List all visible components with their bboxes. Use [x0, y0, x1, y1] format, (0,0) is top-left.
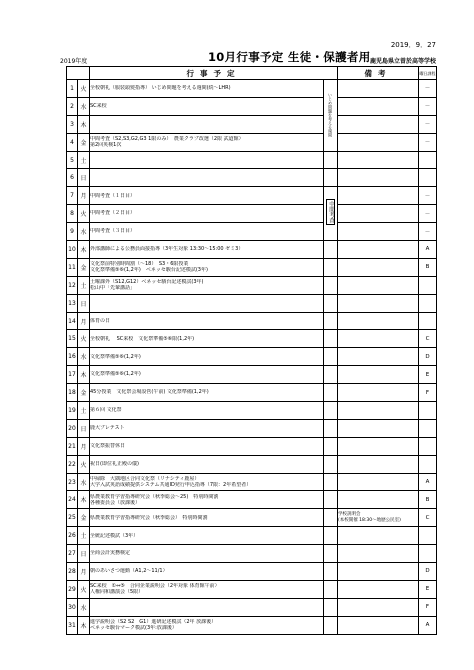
table-row — [67, 97, 437, 115]
side-cell — [324, 294, 338, 312]
weekday-cell: 水 — [78, 97, 90, 115]
event-cell — [90, 348, 324, 366]
side-cell — [324, 509, 338, 527]
note-line: 学校説明会 — [338, 512, 361, 518]
event-cell — [90, 258, 324, 276]
notes-cell — [338, 473, 419, 491]
event-line: 土曜課外（S12,G12）ベネッセ駿台記述模試(3年) — [90, 278, 204, 285]
side-cell — [324, 241, 338, 259]
table-row — [67, 169, 437, 187]
course-code-cell: － — [419, 205, 437, 223]
event-cell — [90, 241, 324, 259]
day-cell: 20 — [67, 419, 78, 437]
table-row — [67, 80, 437, 98]
side-cell — [324, 455, 338, 473]
ijime-week-label: いじめ問題を考える週間 — [328, 93, 333, 138]
notes-cell — [338, 115, 419, 133]
event-cell — [90, 276, 324, 294]
course-code-cell — [419, 294, 437, 312]
side-cell — [324, 580, 338, 598]
notes-cell — [338, 527, 419, 545]
course-code-cell: D — [419, 563, 437, 581]
notes-cell — [338, 276, 419, 294]
weekday-cell: 金 — [78, 133, 90, 151]
side-cell — [324, 330, 338, 348]
course-code-cell: － — [419, 223, 437, 241]
table-row — [67, 330, 437, 348]
table-row — [67, 563, 437, 581]
side-cell — [324, 348, 338, 366]
day-cell: 2 — [67, 97, 78, 115]
notes-cell — [338, 366, 419, 384]
weekday-cell: 土 — [78, 276, 90, 294]
table-row — [67, 616, 437, 634]
weekday-cell: 月 — [78, 312, 90, 330]
day-cell: 17 — [67, 366, 78, 384]
weekday-cell: 木 — [78, 115, 90, 133]
day-cell: 23 — [67, 473, 78, 491]
notes-cell — [338, 545, 419, 563]
side-cell — [324, 616, 338, 634]
notes-cell — [338, 187, 419, 205]
event-line: 文化祭準備⑤⑥(1,2年) — [90, 371, 141, 378]
notes-cell — [338, 205, 419, 223]
event-cell — [90, 580, 324, 598]
table-row — [67, 223, 437, 241]
table-row — [67, 241, 437, 259]
ijime-week-note — [324, 80, 338, 152]
day-cell: 16 — [67, 348, 78, 366]
notes-cell — [338, 241, 419, 259]
table-row — [67, 455, 437, 473]
day-cell: 7 — [67, 187, 78, 205]
event-cell — [90, 491, 324, 509]
side-cell — [324, 276, 338, 294]
event-line: 全商会計実務検定 — [90, 550, 131, 557]
event-line: SC来校 ①⇔⑤ 合同企業説明会（2年対象 体育館午前） — [90, 582, 220, 589]
day-cell: 26 — [67, 527, 78, 545]
side-cell — [324, 563, 338, 581]
course-code-cell: B — [419, 258, 437, 276]
weekday-cell: 日 — [78, 294, 90, 312]
notes-cell — [338, 616, 419, 634]
weekday-cell: 日 — [78, 169, 90, 187]
course-code-cell — [419, 455, 437, 473]
side-cell — [324, 598, 338, 616]
notes-cell — [338, 580, 419, 598]
side-cell — [324, 258, 338, 276]
document-title: 10月行事予定 生徒・保護者用 — [208, 50, 371, 64]
notes-cell — [338, 258, 419, 276]
school-year: 2019年度 — [60, 58, 88, 65]
day-cell: 25 — [67, 509, 78, 527]
event-cell — [90, 545, 324, 563]
day-cell: 10 — [67, 241, 78, 259]
event-line: 中間考査（２日目） — [90, 210, 136, 217]
course-code-cell: D — [419, 348, 437, 366]
event-cell — [90, 455, 324, 473]
day-cell: 28 — [67, 563, 78, 581]
event-line: 外部講師による公務員面接指導（3年生対象 13:30～15:00 ゼミ3） — [90, 246, 244, 253]
event-cell — [90, 312, 324, 330]
notes-cell — [338, 169, 419, 187]
schedule-table — [66, 66, 437, 635]
course-code-cell — [419, 151, 437, 169]
table-row — [67, 491, 437, 509]
schedule-body — [67, 80, 437, 635]
date-header — [67, 67, 90, 80]
day-cell: 30 — [67, 598, 78, 616]
table-header-row — [67, 67, 437, 80]
event-line: SC来校 — [90, 103, 107, 110]
weekday-cell: 日 — [78, 419, 90, 437]
day-cell: 6 — [67, 169, 78, 187]
course-code-cell: A — [419, 473, 437, 491]
weekday-cell: 月 — [78, 187, 90, 205]
weekday-cell: 土 — [78, 527, 90, 545]
notes-cell — [338, 97, 419, 115]
weekday-cell: 金 — [78, 509, 90, 527]
table-row — [67, 402, 437, 420]
event-line: 県農業教育学習指導研究会（秋季総会） 特別時間割 — [90, 514, 208, 521]
course-code-cell: F — [419, 598, 437, 616]
day-cell: 5 — [67, 151, 78, 169]
side-cell — [324, 473, 338, 491]
weekday-cell: 木 — [78, 616, 90, 634]
notes-cell — [338, 151, 419, 169]
table-row — [67, 348, 437, 366]
weekday-cell: 水 — [78, 598, 90, 616]
table-row — [67, 258, 437, 276]
event-line: 鹿大プレテスト — [90, 425, 125, 432]
code-header: 曜日課程 — [419, 67, 437, 80]
school-name: 鹿児島県立曽於高等学校 — [369, 58, 436, 65]
table-row — [67, 133, 437, 151]
day-cell: 31 — [67, 616, 78, 634]
table-row — [67, 366, 437, 384]
weekday-cell: 木 — [78, 366, 90, 384]
event-cell — [90, 205, 324, 223]
side-cell — [324, 169, 338, 187]
event-line: 中間考査（１日目） — [90, 192, 136, 199]
midterm-note — [324, 187, 338, 241]
weekday-cell: 火 — [78, 205, 90, 223]
event-line: 中間考査（３日目） — [90, 228, 136, 235]
table-row — [67, 187, 437, 205]
course-code-cell: － — [419, 115, 437, 133]
weekday-cell: 水 — [78, 223, 90, 241]
side-cell — [324, 151, 338, 169]
midterm-label: 中間考査 — [328, 200, 334, 223]
event-cell — [90, 419, 324, 437]
weekday-cell: 水 — [78, 348, 90, 366]
notes-cell — [338, 80, 419, 98]
notes-header: 備考 — [338, 67, 419, 80]
event-cell — [90, 97, 324, 115]
event-cell — [90, 509, 324, 527]
day-cell: 27 — [67, 545, 78, 563]
notes-cell — [338, 223, 419, 241]
event-line: 各種委員会（放課後） — [90, 499, 141, 506]
event-cell — [90, 151, 324, 169]
event-line: 進学説明会（S2 S2 G1）進研記述模試（2年 放課後） — [90, 618, 217, 625]
weekday-cell: 木 — [78, 241, 90, 259]
day-cell: 11 — [67, 258, 78, 276]
course-code-cell: C — [419, 330, 437, 348]
event-line: 松山中「先輩講話」 — [90, 285, 136, 292]
side-cell — [324, 402, 338, 420]
course-code-cell: B — [419, 491, 437, 509]
table-row — [67, 205, 437, 223]
event-cell — [90, 527, 324, 545]
event-cell — [90, 187, 324, 205]
course-code-cell — [419, 312, 437, 330]
table-row — [67, 545, 437, 563]
side-cell — [324, 384, 338, 402]
event-line: 全統記述模試（3年） — [90, 532, 139, 539]
weekday-cell: 水 — [78, 473, 90, 491]
event-cell — [90, 169, 324, 187]
event-line: 文化祭振替休日 — [90, 443, 126, 450]
event-cell — [90, 330, 324, 348]
notes-cell — [338, 491, 419, 509]
course-code-cell — [419, 169, 437, 187]
event-line: 大学入試英語成績提供システム共通ID発行申込指導（7限：2年希望者） — [90, 482, 252, 489]
day-cell: 21 — [67, 437, 78, 455]
event-line: 文化祭準備⑤⑥(1,2年) ベネッセ駿台記述模試(3年) — [90, 267, 208, 274]
event-cell — [90, 223, 324, 241]
notes-cell — [338, 330, 419, 348]
print-date: 2019．9．27 — [390, 41, 436, 49]
day-cell: 14 — [67, 312, 78, 330]
event-cell — [90, 616, 324, 634]
event-cell — [90, 563, 324, 581]
event-cell — [90, 294, 324, 312]
course-code-cell: － — [419, 80, 437, 98]
day-cell: 29 — [67, 580, 78, 598]
day-cell: 12 — [67, 276, 78, 294]
table-row — [67, 598, 437, 616]
event-line: 文化祭前特別時間割（～18） S3・6限授業 — [90, 260, 189, 267]
event-line: 中間考査（S2,S3,G2,G3 1限のみ） 農業クラブ改選（2限 武道館） — [90, 135, 244, 142]
document-header — [38, 50, 436, 65]
event-line: ベネッセ駿台マーク模試(3年:放課後） — [90, 625, 177, 632]
notes-cell — [338, 437, 419, 455]
events-header: 行事予定 — [90, 67, 338, 80]
table-row — [67, 419, 437, 437]
notes-cell — [338, 563, 419, 581]
weekday-cell: 金 — [78, 384, 90, 402]
notes-cell — [338, 384, 419, 402]
weekday-cell: 金 — [78, 258, 90, 276]
event-line: 文化祭準備⑤⑥(1,2年) — [90, 353, 141, 360]
course-code-cell: A — [419, 241, 437, 259]
table-row — [67, 115, 437, 133]
weekday-cell: 火 — [78, 80, 90, 98]
day-cell: 9 — [67, 223, 78, 241]
course-code-cell — [419, 545, 437, 563]
table-row — [67, 312, 437, 330]
notes-cell — [338, 419, 419, 437]
table-row — [67, 384, 437, 402]
side-cell — [324, 312, 338, 330]
weekday-cell: 月 — [78, 437, 90, 455]
weekday-cell: 火 — [78, 455, 90, 473]
course-code-cell — [419, 402, 437, 420]
table-row — [67, 580, 437, 598]
notes-cell — [338, 348, 419, 366]
day-cell: 19 — [67, 402, 78, 420]
weekday-cell: 火 — [78, 580, 90, 598]
course-code-cell: － — [419, 187, 437, 205]
event-cell — [90, 366, 324, 384]
notes-cell — [338, 312, 419, 330]
day-cell: 3 — [67, 115, 78, 133]
notes-cell — [338, 598, 419, 616]
event-line: 祝日(即位礼正殿の儀) — [90, 460, 139, 467]
event-cell — [90, 598, 324, 616]
side-cell — [324, 545, 338, 563]
event-line: 人権同和講演会（5限） — [90, 589, 144, 596]
weekday-cell: 土 — [78, 402, 90, 420]
table-row — [67, 294, 437, 312]
table-row — [67, 276, 437, 294]
course-code-cell: E — [419, 580, 437, 598]
event-cell — [90, 133, 324, 151]
notes-cell — [338, 133, 419, 151]
weekday-cell: 火 — [78, 330, 90, 348]
course-code-cell: E — [419, 366, 437, 384]
notes-cell — [338, 455, 419, 473]
event-cell — [90, 402, 324, 420]
side-cell — [324, 437, 338, 455]
table-row — [67, 437, 437, 455]
event-cell — [90, 384, 324, 402]
event-line: 全校朝礼 SC来校 文化祭準備⑤⑥限(1,2年) — [90, 335, 195, 342]
table-row — [67, 509, 437, 527]
side-cell — [324, 366, 338, 384]
event-line: 体育の日 — [90, 317, 111, 324]
course-code-cell — [419, 419, 437, 437]
notes-cell — [338, 402, 419, 420]
side-cell — [324, 527, 338, 545]
side-cell — [324, 419, 338, 437]
weekday-cell: 木 — [78, 491, 90, 509]
notes-cell — [338, 509, 419, 527]
course-code-cell: A — [419, 616, 437, 634]
course-code-cell: C — [419, 509, 437, 527]
table-row — [67, 527, 437, 545]
day-cell: 24 — [67, 491, 78, 509]
event-line: 全校朝礼（服装頭髪指導） いじめ問題を考える週間(続～LHR) — [90, 85, 231, 92]
day-cell: 22 — [67, 455, 78, 473]
day-cell: 15 — [67, 330, 78, 348]
event-cell — [90, 437, 324, 455]
course-code-cell — [419, 437, 437, 455]
course-code-cell — [419, 527, 437, 545]
weekday-cell: 土 — [78, 151, 90, 169]
day-cell: 8 — [67, 205, 78, 223]
weekday-cell: 日 — [78, 545, 90, 563]
event-line: 朝のあいさつ運動（A1,2～11/1） — [90, 568, 168, 575]
weekday-cell: 月 — [78, 563, 90, 581]
day-cell: 4 — [67, 133, 78, 151]
course-code-cell: F — [419, 384, 437, 402]
note-line: (本校開催 18:30～地歴公民室) — [338, 517, 401, 523]
event-line: 第６回 文化祭 — [90, 407, 122, 414]
table-row — [67, 473, 437, 491]
event-line: 第2回英検1次 — [90, 142, 122, 149]
course-code-cell: － — [419, 133, 437, 151]
table-row — [67, 151, 437, 169]
event-cell — [90, 473, 324, 491]
event-line: 45分授業 文化祭会場設営(午前) 文化祭準備(1,2年) — [90, 389, 209, 396]
event-line: 中掃除 大隅地区合同文化祭（リナシティ鹿屋） — [90, 475, 200, 482]
event-cell — [90, 115, 324, 133]
course-code-cell — [419, 276, 437, 294]
day-cell: 18 — [67, 384, 78, 402]
course-code-cell: － — [419, 97, 437, 115]
notes-cell — [338, 294, 419, 312]
day-cell: 1 — [67, 80, 78, 98]
side-cell — [324, 491, 338, 509]
event-line: 県農業教育学習指導研究会（秋季総会～25) 特別時間割 — [90, 493, 219, 500]
event-cell — [90, 80, 324, 98]
day-cell: 13 — [67, 294, 78, 312]
